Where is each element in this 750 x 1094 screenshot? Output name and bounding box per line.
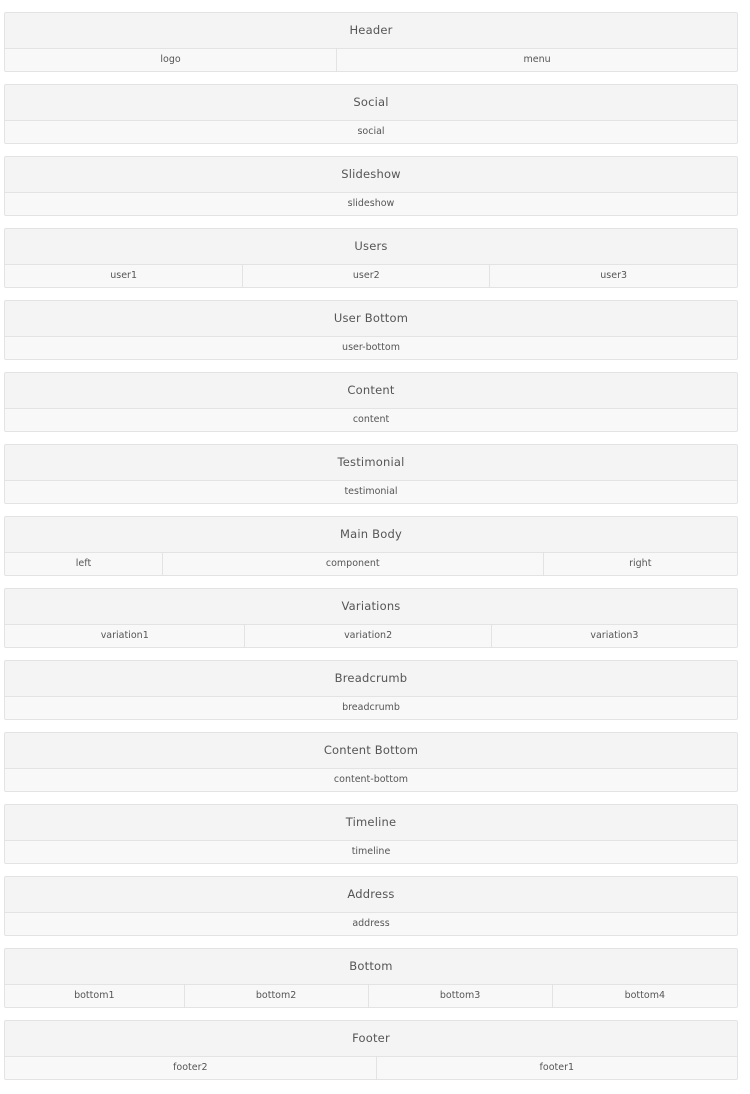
section-title: User Bottom <box>5 301 737 337</box>
position-user2[interactable]: user2 <box>242 265 489 287</box>
section-footer <box>4 1020 738 1080</box>
position-address[interactable]: address <box>5 913 737 935</box>
section-title: Variations <box>5 589 737 625</box>
section-social <box>4 84 738 144</box>
positions-row <box>5 1057 737 1079</box>
section-header <box>4 12 738 72</box>
position-footer1[interactable]: footer1 <box>376 1057 737 1079</box>
section-title: Breadcrumb <box>5 661 737 697</box>
position-variation1[interactable]: variation1 <box>5 625 244 647</box>
section-title: Testimonial <box>5 445 737 481</box>
section-title: Address <box>5 877 737 913</box>
positions-row <box>5 913 737 935</box>
section-title: Users <box>5 229 737 265</box>
position-logo[interactable]: logo <box>5 49 336 71</box>
section-title: Bottom <box>5 949 737 985</box>
position-breadcrumb[interactable]: breadcrumb <box>5 697 737 719</box>
positions-row <box>5 121 737 143</box>
position-bottom2[interactable]: bottom2 <box>184 985 368 1007</box>
position-content-bottom[interactable]: content-bottom <box>5 769 737 791</box>
section-breadcrumb <box>4 660 738 720</box>
position-right[interactable]: right <box>543 553 737 575</box>
section-title: Content Bottom <box>5 733 737 769</box>
position-variation2[interactable]: variation2 <box>244 625 490 647</box>
section-timeline <box>4 804 738 864</box>
section-slideshow <box>4 156 738 216</box>
section-content <box>4 372 738 432</box>
positions-row <box>5 697 737 719</box>
positions-row <box>5 553 737 575</box>
position-variation3[interactable]: variation3 <box>491 625 737 647</box>
position-user-bottom[interactable]: user-bottom <box>5 337 737 359</box>
position-user3[interactable]: user3 <box>489 265 737 287</box>
positions-row <box>5 193 737 215</box>
position-component[interactable]: component <box>162 553 543 575</box>
section-title: Timeline <box>5 805 737 841</box>
position-testimonial[interactable]: testimonial <box>5 481 737 503</box>
section-variations <box>4 588 738 648</box>
positions-row <box>5 409 737 431</box>
positions-row <box>5 625 737 647</box>
position-left[interactable]: left <box>5 553 162 575</box>
section-address <box>4 876 738 936</box>
section-content-bottom <box>4 732 738 792</box>
section-title: Header <box>5 13 737 49</box>
section-user-bottom <box>4 300 738 360</box>
positions-row <box>5 481 737 503</box>
section-title: Footer <box>5 1021 737 1057</box>
section-title: Content <box>5 373 737 409</box>
layout-manager <box>4 0 738 1080</box>
section-users <box>4 228 738 288</box>
position-timeline[interactable]: timeline <box>5 841 737 863</box>
position-social[interactable]: social <box>5 121 737 143</box>
section-main-body <box>4 516 738 576</box>
positions-row <box>5 985 737 1007</box>
position-menu[interactable]: menu <box>336 49 737 71</box>
position-slideshow[interactable]: slideshow <box>5 193 737 215</box>
positions-row <box>5 337 737 359</box>
position-content[interactable]: content <box>5 409 737 431</box>
positions-row <box>5 49 737 71</box>
positions-row <box>5 265 737 287</box>
position-bottom3[interactable]: bottom3 <box>368 985 552 1007</box>
position-bottom4[interactable]: bottom4 <box>552 985 737 1007</box>
position-bottom1[interactable]: bottom1 <box>5 985 184 1007</box>
position-footer2[interactable]: footer2 <box>5 1057 376 1079</box>
position-user1[interactable]: user1 <box>5 265 242 287</box>
section-title: Slideshow <box>5 157 737 193</box>
positions-row <box>5 769 737 791</box>
section-testimonial <box>4 444 738 504</box>
section-title: Main Body <box>5 517 737 553</box>
section-title: Social <box>5 85 737 121</box>
positions-row <box>5 841 737 863</box>
section-bottom <box>4 948 738 1008</box>
